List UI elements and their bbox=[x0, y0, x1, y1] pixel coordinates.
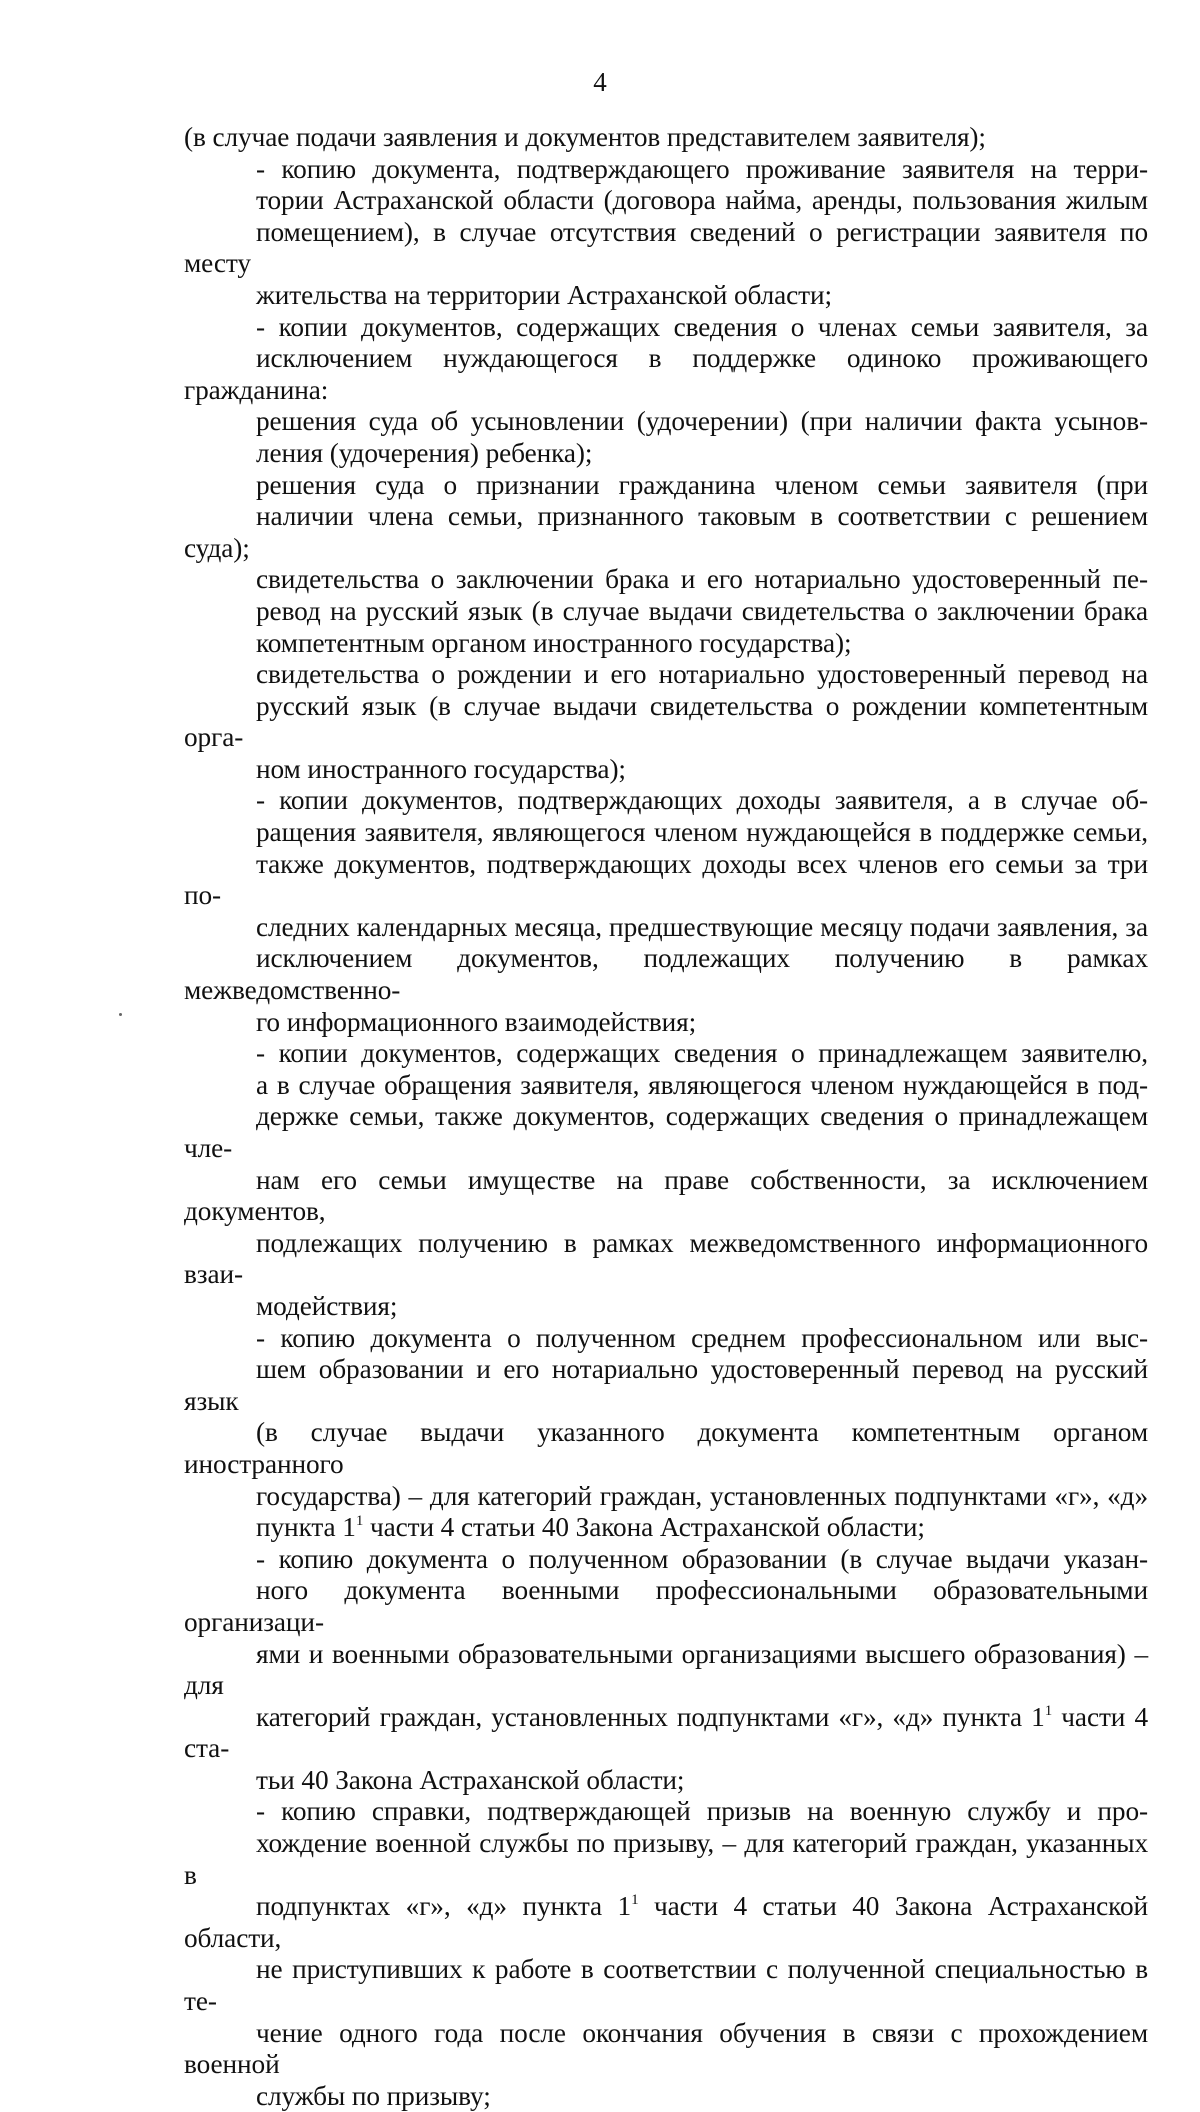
document-paragraph bbox=[184, 1544, 1148, 1797]
text-line: исключением нуждающегося в поддержке одиноко проживающего гражданина: bbox=[184, 343, 1148, 405]
text-line: чение одного года после окончания обучения в связи с прохождением военной bbox=[184, 2017, 1148, 2080]
text-line: модействия; bbox=[256, 1290, 398, 1321]
document-paragraph bbox=[184, 785, 1148, 1038]
text-line: свидетельства о рождении и его нотариально удостоверенный перевод на bbox=[256, 659, 1148, 690]
text-line: службы по призыву; bbox=[256, 2080, 491, 2111]
text-line: компетентным органом иностранного государства); bbox=[256, 627, 852, 658]
document-paragraph bbox=[184, 122, 1148, 154]
text-line: ревод на русский язык (в случае выдачи свидетельства о заключении брака bbox=[256, 595, 1148, 626]
document-paragraph bbox=[184, 564, 1148, 659]
document-paragraph bbox=[184, 1796, 1148, 2112]
text-line: ном иностранного государства); bbox=[256, 753, 626, 784]
text-line: ями и военными образовательными организациями высшего образования) – для bbox=[184, 1638, 1148, 1701]
document-paragraph bbox=[184, 1038, 1148, 1322]
document-paragraph bbox=[184, 470, 1148, 565]
text-line: держке семьи, также документов, содержащих сведения о принадлежащем чле- bbox=[184, 1101, 1148, 1163]
text-line: го информационного взаимодействия; bbox=[256, 1006, 697, 1037]
document-paragraph bbox=[184, 659, 1148, 785]
text-line: (в случае подачи заявления и документов представителем заявителя); bbox=[184, 122, 986, 152]
text-line: пункта $1^1$ части 4 статьи 40 Закона Астраханской области; bbox=[256, 1512, 925, 1543]
document-paragraph bbox=[184, 1323, 1148, 1544]
text-line: нам его семьи имуществе на праве собственности, за исключением документов, bbox=[184, 1164, 1148, 1227]
text-line: шем образовании и его нотариально удостоверенный перевод на русский язык bbox=[184, 1354, 1148, 1416]
text-line: не приступивших к работе в соответствии с полученной специальностью в те- bbox=[184, 1954, 1148, 2017]
scan-speck bbox=[119, 1013, 122, 1016]
text-line: тории Астраханской области (договора найма, аренды, пользования жилым bbox=[256, 185, 1148, 216]
text-line: - копию документа, подтверждающего проживание заявителя на терри- bbox=[256, 153, 1148, 184]
document-body bbox=[184, 122, 1148, 2112]
text-line: - копию документа о полученном образовании (в случае выдачи указан- bbox=[256, 1543, 1148, 1574]
text-line: подлежащих получению в рамках межведомственного информационного взаи- bbox=[184, 1227, 1148, 1290]
text-line: свидетельства о заключении брака и его нотариально удостоверенный пе- bbox=[256, 564, 1148, 595]
document-paragraph bbox=[184, 406, 1148, 469]
text-line: следних календарных месяца, предшествующие месяцу подачи заявления, за bbox=[256, 911, 1148, 942]
text-line: подпунктах «г», «д» пункта $1^1$ части 4 статьи 40 Закона Астраханской области, bbox=[184, 1891, 1148, 1953]
text-line: наличии члена семьи, признанного таковым в соответствии с решением суда); bbox=[184, 501, 1148, 563]
page-number: 4 bbox=[593, 67, 607, 97]
document-paragraph bbox=[184, 312, 1148, 407]
text-line: а в случае обращения заявителя, являющегося членом нуждающейся в под- bbox=[256, 1069, 1148, 1100]
text-line: решения суда о признании гражданина членом семьи заявителя (при bbox=[256, 469, 1148, 500]
text-line: - копию справки, подтверждающей призыв на военную службу и про- bbox=[256, 1796, 1148, 1827]
text-line: решения суда об усыновлении (удочерении) (при наличии факта усынов- bbox=[256, 406, 1148, 437]
text-line: - копии документов, содержащих сведения о принадлежащем заявителю, bbox=[256, 1038, 1148, 1069]
text-line: - копии документов, подтверждающих доходы заявителя, а в случае об- bbox=[256, 785, 1148, 816]
text-line: русский язык (в случае выдачи свидетельства о рождении компетентным орга- bbox=[184, 690, 1148, 753]
text-line: ращения заявителя, являющегося членом нуждающейся в поддержке семьи, bbox=[256, 817, 1148, 848]
text-line: ления (удочерения) ребенка); bbox=[256, 437, 593, 468]
text-line: государства) – для категорий граждан, установленных подпунктами «г», «д» bbox=[256, 1480, 1148, 1511]
text-line: (в случае выдачи указанного документа компетентным органом иностранного bbox=[184, 1417, 1148, 1479]
text-line: ного документа военными профессиональными образовательными организаци- bbox=[184, 1575, 1148, 1637]
text-line: хождение военной службы по призыву, – для категорий граждан, указанных в bbox=[184, 1828, 1148, 1890]
text-line: исключением документов, подлежащих получению в рамках межведомственно- bbox=[184, 943, 1148, 1006]
text-line: тьи 40 Закона Астраханской области; bbox=[256, 1764, 685, 1795]
document-paragraph bbox=[184, 154, 1148, 312]
text-line: жительства на территории Астраханской области; bbox=[256, 279, 832, 310]
text-line: категорий граждан, установленных подпунктами «г», «д» пункта $1^1$ части 4 ста- bbox=[184, 1701, 1148, 1764]
text-line: - копию документа о полученном среднем профессиональном или выс- bbox=[256, 1322, 1148, 1353]
text-line: также документов, подтверждающих доходы всех членов его семьи за три по- bbox=[184, 848, 1148, 911]
text-line: помещением), в случае отсутствия сведений о регистрации заявителя по месту bbox=[184, 216, 1148, 279]
text-line: - копии документов, содержащих сведения о членах семьи заявителя, за bbox=[256, 311, 1148, 342]
